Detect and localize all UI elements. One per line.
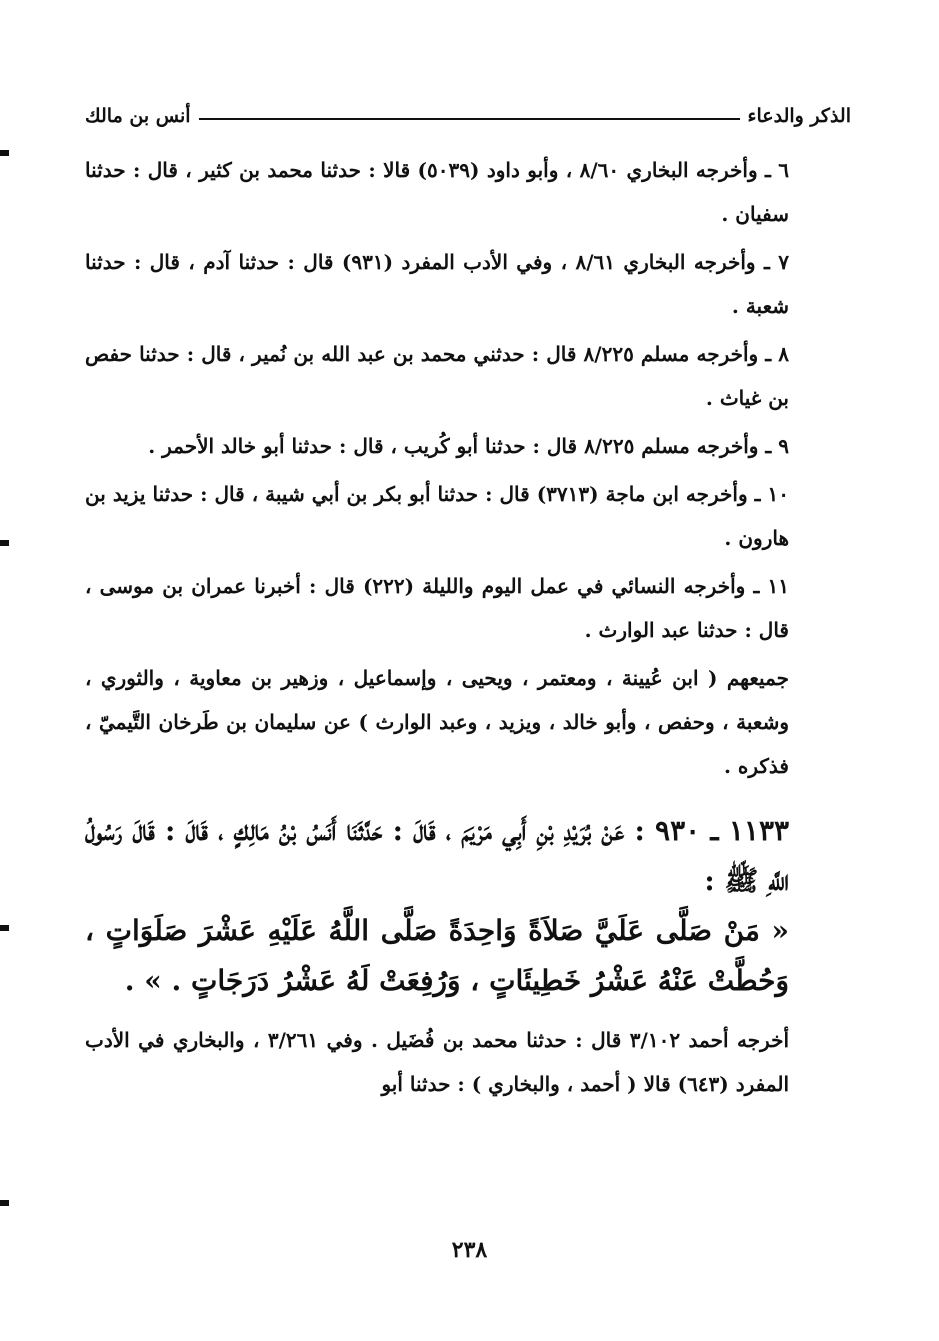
page-number: ٢٣٨ [451,1237,488,1263]
header-left-title: أنس بن مالك [85,105,191,127]
footnote-6: ٦ ـ وأخرجه البخاري ٨/٦٠ ، وأبو داود (٥٠٣٩) قالا : حدثنا محمد بن كثير ، قال : حدثنا سفيان . [85,158,789,226]
footnote-7: ٧ ـ وأخرجه البخاري ٨/٦١ ، وفي الأدب المفرد (٩٣١) قال : حدثنا آدم ، قال : حدثنا شعبة . [85,250,790,318]
header-rule [199,118,740,120]
scan-edge-mark [0,925,9,931]
footnote-10: ١٠ ـ وأخرجه ابن ماجة (٣٧١٣) قال : حدثنا أبو بكر بن أبي شيبة ، قال : حدثنا يزيد بن هارون . [85,482,789,550]
hadith-isnad: ١١٣٣ ـ ٩٣٠ : عَنْ بُرَيْدِ بْنِ أَبِي مَرْيَمَ ، قَالَ : حَدَّثَنَا أَنَسُ بْنُ مَالِكٍ ، قَالَ : قَالَ رَسُولُ اللَّهِ ﷺ : [85,814,790,897]
takhrij-paragraph: أخرجه أحمد ٣/١٠٢ قال : حدثنا محمد بن فُضَيل . وفي ٣/٢٦١ ، والبخاري في الأدب المفرد (٦٤٣) قالا ( أحمد ، والبخاري ) : حدثنا أبو [85,1028,790,1096]
hadith-block [85,806,789,1006]
running-header [85,100,851,132]
scan-edge-mark [0,540,9,546]
scan-edge-mark [0,1200,9,1206]
chains-summary: جميعهم ( ابن عُيينة ، ومعتمر ، ويحيى ، وإسماعيل ، وزهير بن معاوية ، والثوري ، وشعبة ، وحفص ، وأبو خالد ، ويزيد ، وعبد الوارث ) عن سليمان بن طَرخان التَّيميّ ، فذكره . [85,666,789,778]
scan-edge-mark [0,150,9,156]
footnote-9: ٩ ـ وأخرجه مسلم ٨/٢٢٥ قال : حدثنا أبو كُريب ، قال : حدثنا أبو خالد الأحمر . [148,434,789,458]
footnote-8: ٨ ـ وأخرجه مسلم ٨/٢٢٥ قال : حدثني محمد بن عبد الله بن نُمير ، قال : حدثنا حفص بن غياث . [85,342,789,410]
header-right-title: الذكر والدعاء [747,105,851,127]
hadith-matn: « مَنْ صَلَّى عَلَيَّ صَلاَةً وَاحِدَةً صَلَّى اللَّهُ عَلَيْهِ عَشْرَ صَلَوَاتٍ ، وَحُطَّتْ عَنْهُ عَشْرُ خَطِيئَاتٍ ، وَرُفِعَتْ لَهُ عَشْرُ دَرَجَاتٍ . » . [85,914,789,997]
footnote-11: ١١ ـ وأخرجه النسائي في عمل اليوم والليلة (٢٢٢) قال : أخبرنا عمران بن موسى ، قال : حدثنا عبد الوارث . [85,574,789,642]
page-body [85,148,789,1110]
